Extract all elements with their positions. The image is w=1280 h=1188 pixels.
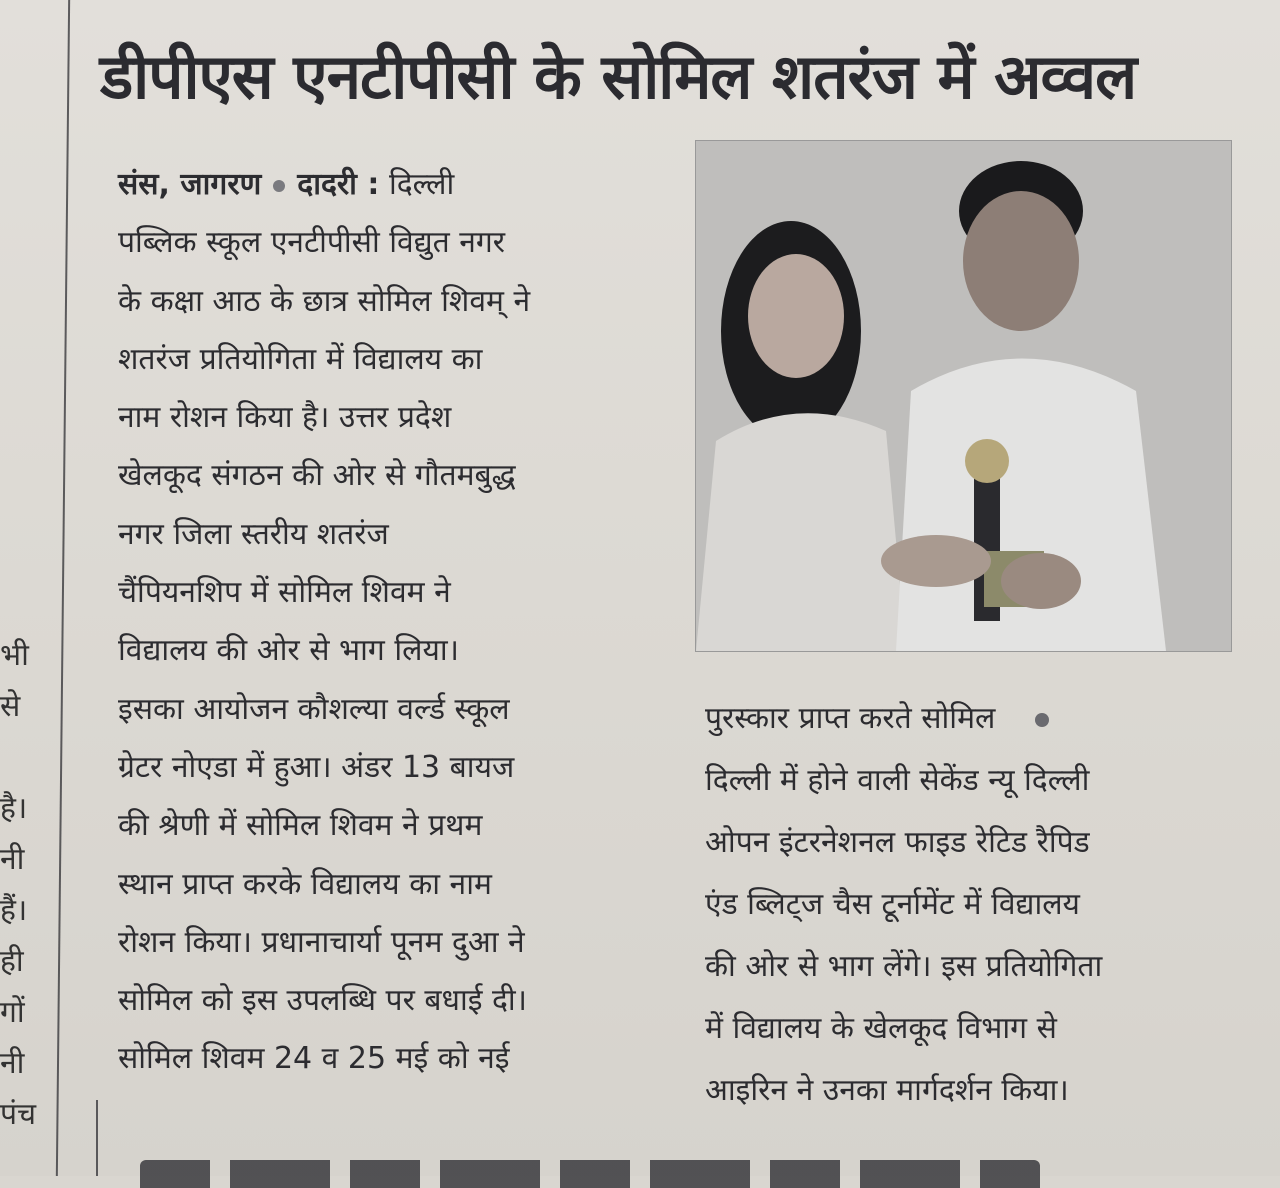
continued-line: में विद्यालय के खेलकूद विभाग से xyxy=(705,1011,1057,1046)
continued-line: की ओर से भाग लेंगे। इस प्रतियोगिता xyxy=(705,949,1103,984)
article-body xyxy=(118,156,648,1089)
photo-illustration xyxy=(696,141,1231,651)
body-line: विद्यालय की ओर से भाग लिया। xyxy=(118,633,459,669)
adjacent-column-fragments xyxy=(0,630,44,1140)
body-line: स्थान प्राप्त करके विद्यालय का नाम xyxy=(118,866,492,902)
continued-line: एंड ब्लिट्ज चैस टूर्नामेंट में विद्यालय xyxy=(705,887,1080,922)
fragment-line: भी xyxy=(0,638,29,673)
body-line: सोमिल को इस उपलब्धि पर बधाई दी। xyxy=(118,983,528,1019)
body-line: रोशन किया। प्रधानाचार्या पूनम दुआ ने xyxy=(118,924,525,960)
cutoff-ink xyxy=(140,1160,1040,1188)
fragment-line: ही xyxy=(0,944,24,979)
news-photo xyxy=(695,140,1232,652)
fragment-line: नी xyxy=(0,842,25,877)
column-divider-left xyxy=(56,0,70,1176)
photo-caption-and-continuation xyxy=(705,688,1235,1122)
bullet-icon xyxy=(1035,713,1049,727)
next-headline-cutoff xyxy=(140,1148,1060,1188)
fragment-line xyxy=(0,732,44,783)
body-line: इसका आयोजन कौशल्या वर्ल्ड स्कूल xyxy=(118,691,510,727)
fragment-line: गों xyxy=(0,995,25,1030)
caption-text: पुरस्कार प्राप्त करते सोमिल xyxy=(705,701,996,736)
continued-line: ओपन इंटरनेशनल फाइड रेटिड रैपिड xyxy=(705,825,1090,860)
dateline-text: दिल्ली xyxy=(388,167,455,202)
body-line: सोमिल शिवम 24 व 25 मई को नई xyxy=(118,1041,510,1077)
article-headline: डीपीएस एनटीपीसी के सोमिल शतरंज में अव्वल xyxy=(100,40,1137,113)
fragment-line: से xyxy=(0,689,21,724)
column-divider-bottom xyxy=(96,1100,98,1176)
body-line: चैंपियनशिप में सोमिल शिवम ने xyxy=(118,575,451,611)
body-line: पब्लिक स्कूल एनटीपीसी विद्युत नगर xyxy=(118,225,506,261)
body-line: ग्रेटर नोएडा में हुआ। अंडर 13 बायज xyxy=(118,749,515,785)
body-line: की श्रेणी में सोमिल शिवम ने प्रथम xyxy=(118,808,483,844)
photo-caption xyxy=(705,688,1235,750)
dateline-source: संस, जागरण xyxy=(118,167,262,202)
body-line: खेलकूद संगठन की ओर से गौतमबुद्ध xyxy=(118,458,516,494)
body-line: नाम रोशन किया है। उत्तर प्रदेश xyxy=(118,400,452,436)
continued-line: दिल्ली में होने वाली सेकेंड न्यू दिल्ली xyxy=(705,763,1090,798)
body-line: शतरंज प्रतियोगिता में विद्यालय का xyxy=(118,341,483,377)
fragment-line: है। xyxy=(0,791,28,826)
body-line: के कक्षा आठ के छात्र सोमिल शिवम् ने xyxy=(118,283,531,319)
fragment-line: पंच xyxy=(0,1097,37,1132)
fragment-line: नी xyxy=(0,1046,25,1081)
continued-line: आइरिन ने उनका मार्गदर्शन किया। xyxy=(705,1073,1069,1108)
dateline-place: दादरी : xyxy=(297,167,380,202)
bullet-icon xyxy=(273,180,285,192)
body-line: नगर जिला स्तरीय शतरंज xyxy=(118,516,389,552)
fragment-line: हैं। xyxy=(0,893,28,928)
dateline xyxy=(118,156,648,214)
